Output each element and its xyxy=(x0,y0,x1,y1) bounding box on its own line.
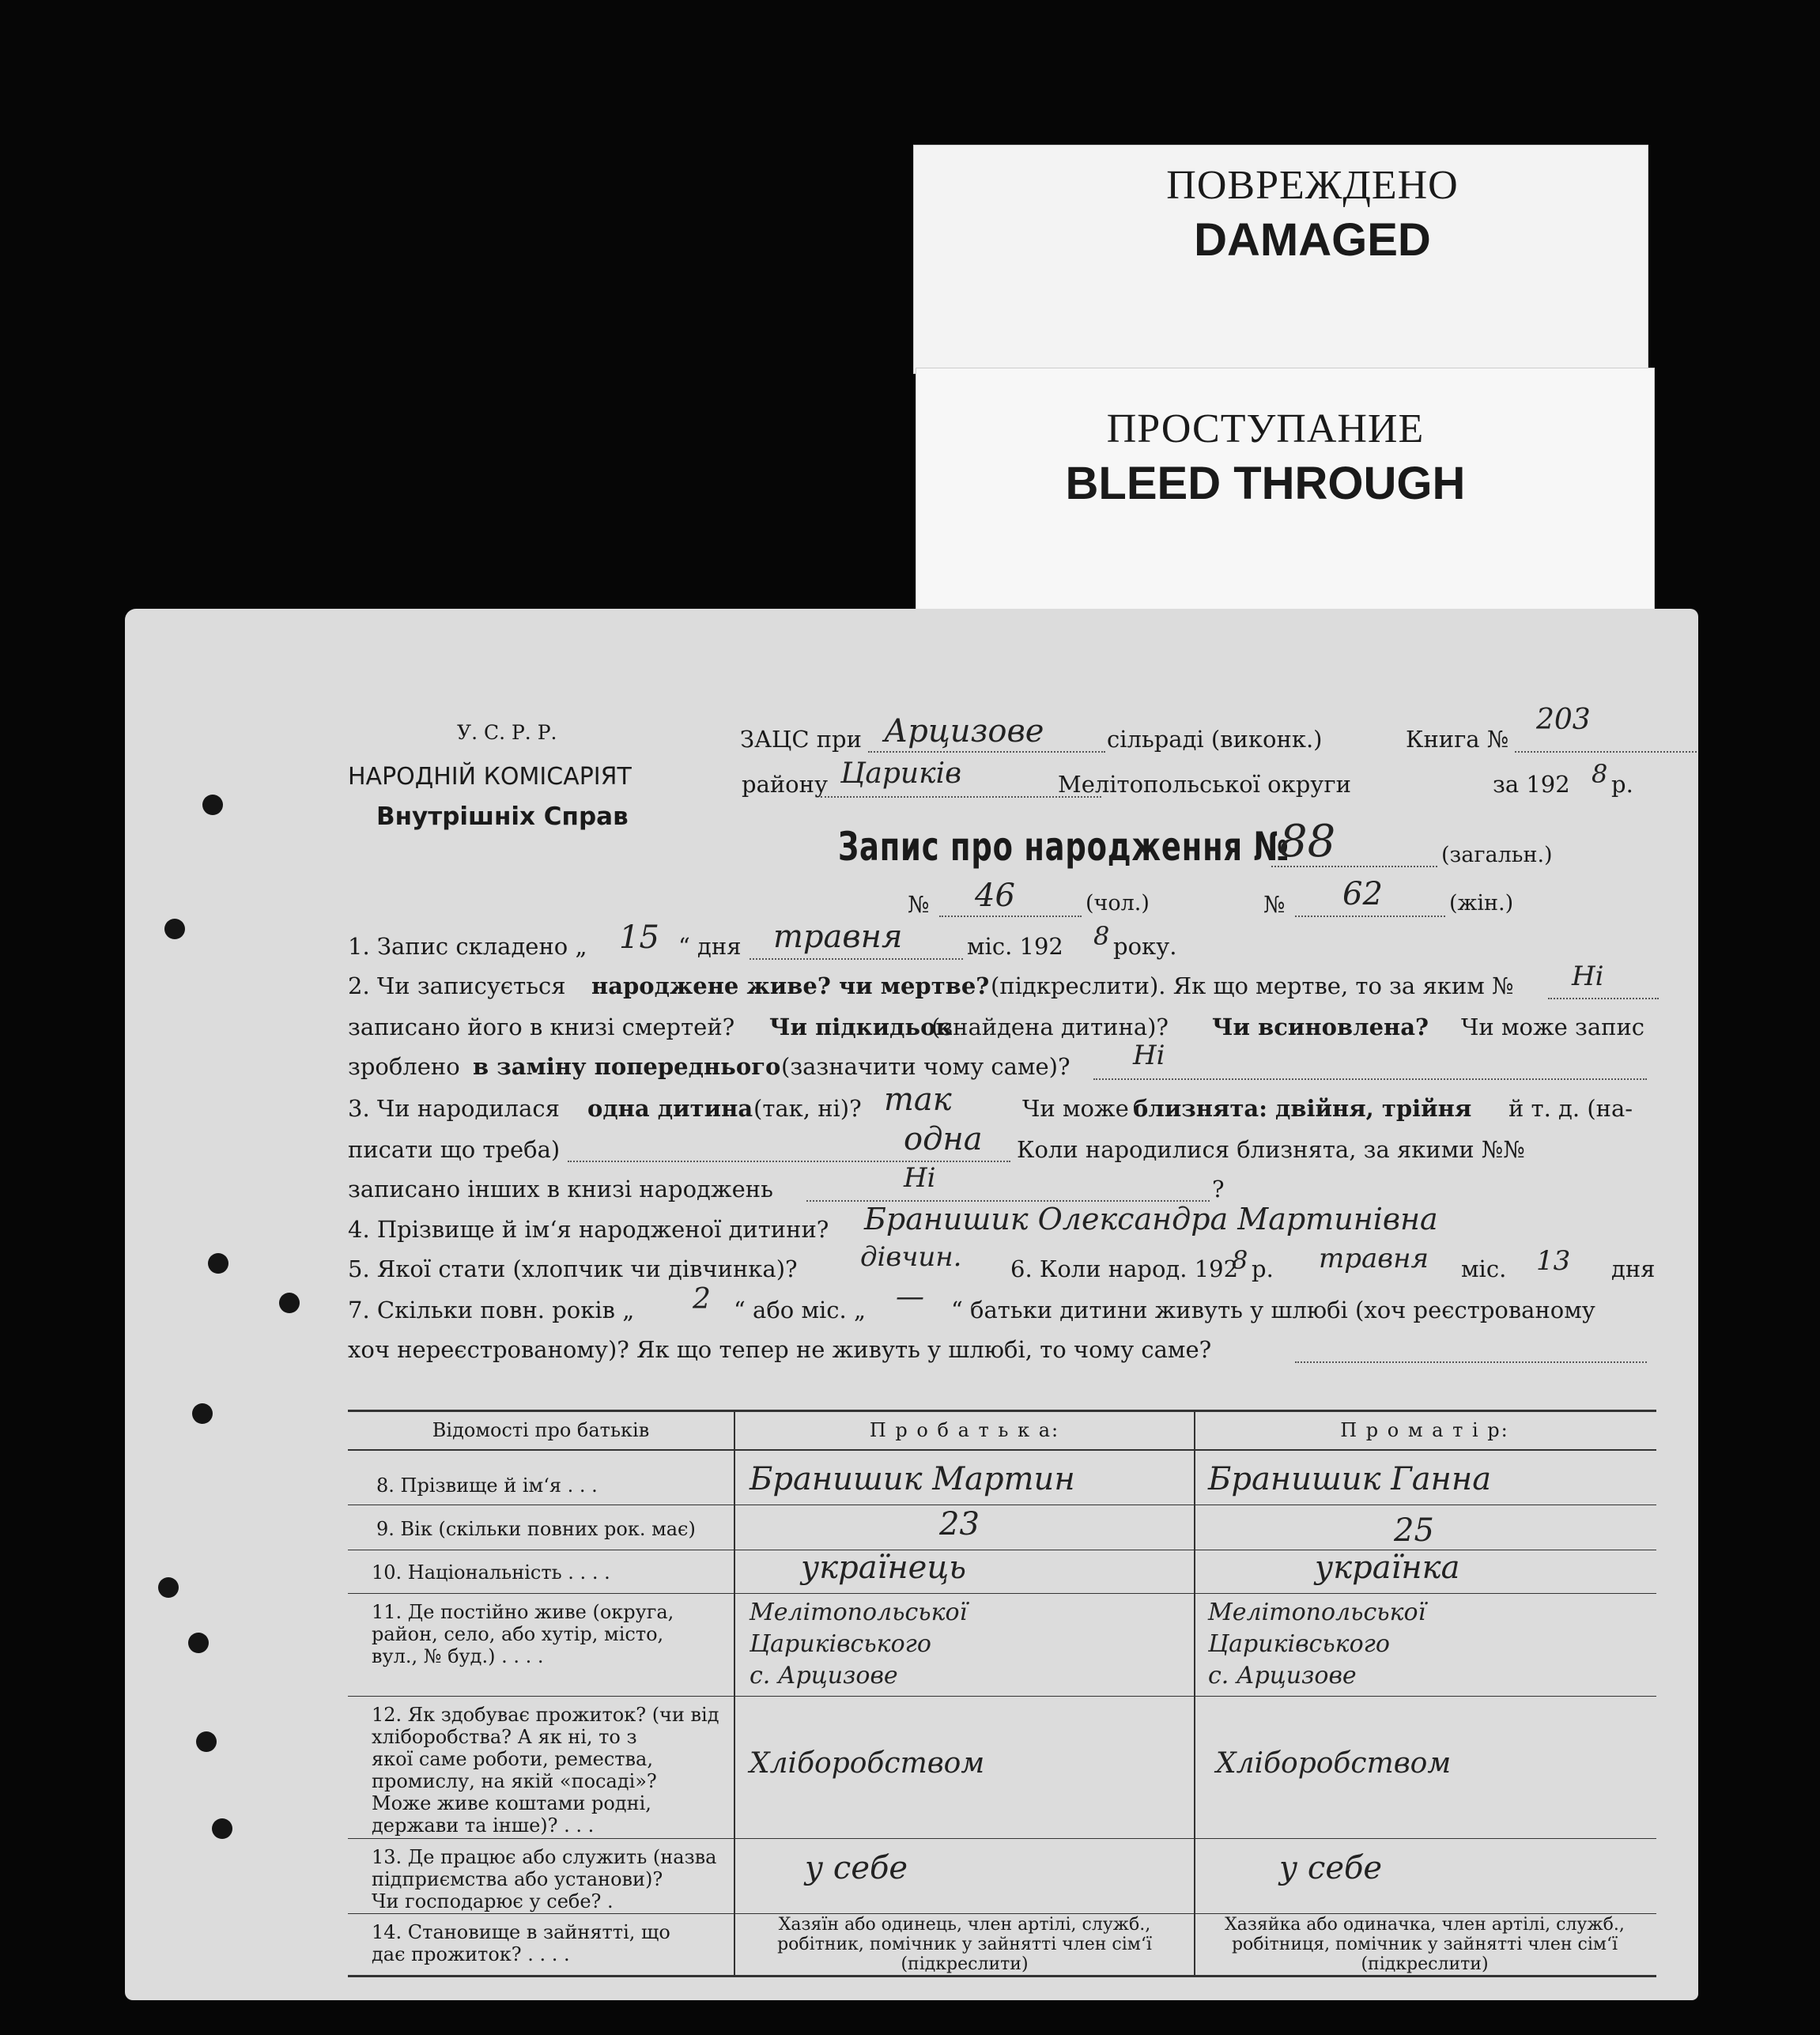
table-header-father: П р о б а т ь к а: xyxy=(869,1419,1060,1441)
q6-year-value: 8 xyxy=(1232,1245,1248,1275)
punch-hole xyxy=(279,1293,300,1313)
q3-label-j: ? xyxy=(1212,1176,1225,1202)
general-number-value: 88 xyxy=(1279,816,1336,867)
q2-label-i: зроблено xyxy=(348,1053,460,1080)
mother-surname-value: Бранишик Ганна xyxy=(1208,1461,1492,1497)
year-label: за 192 xyxy=(1493,771,1570,798)
q3-label-b: одна дитина xyxy=(587,1095,753,1122)
general-label: (загальн.) xyxy=(1441,843,1553,867)
row-label-livelihood: 12. Як здобуває прожиток? (чи від хліборобства? А як ні, то з якої саме роботи, ремества, промислу, на якій «посаді»? Може живе коштами родні, держави та інше)? . . . xyxy=(372,1704,719,1837)
q2-label-c: (підкреслити). Як що мертве, то за яким № xyxy=(991,972,1514,999)
row-label-age: 9. Вік (скільки повних рок. має) xyxy=(376,1518,696,1540)
q2-label-f: (знайдена дитина)? xyxy=(931,1014,1169,1040)
q6-year-suffix: р. xyxy=(1252,1255,1274,1282)
punch-hole xyxy=(196,1731,217,1752)
q6-month-value: травня xyxy=(1319,1243,1429,1274)
q3-twins-nums-value: Ні xyxy=(904,1162,936,1194)
father-status-options: Хазяїн або одинець, член артілі, служб., робітник, помічник у зайнятті член сім‘ї (підкреслити) xyxy=(777,1915,1152,1974)
q2-replacement-line xyxy=(1093,1078,1647,1080)
male-no-line xyxy=(939,916,1082,917)
q6-month-label: міс. xyxy=(1461,1255,1507,1282)
row-label-nationality: 10. Національність . . . . xyxy=(372,1561,610,1584)
female-label: (жін.) xyxy=(1449,891,1514,916)
q7-label-c: “ батьки дитини живуть у шлюбі (хоч реєстрованому xyxy=(951,1297,1595,1323)
q2-label-k: (зазначити чому саме)? xyxy=(781,1053,1070,1080)
punch-hole xyxy=(188,1633,209,1653)
punch-hole xyxy=(158,1577,179,1598)
district-value: Цариків xyxy=(840,757,962,790)
father-age-value: 23 xyxy=(939,1506,980,1542)
q2-label-d: записано його в книзі смертей? xyxy=(348,1014,735,1040)
q2-label-a: 2. Чи записується xyxy=(348,972,566,999)
q2-dead-value: Ні xyxy=(1572,961,1604,992)
q1-month-line xyxy=(750,958,963,960)
punch-hole xyxy=(164,919,185,939)
record-title: Запис про народження № xyxy=(838,824,1289,870)
q2-label-j: в заміну попереднього xyxy=(473,1053,781,1080)
year-suffix: р. xyxy=(1611,771,1633,798)
father-surname-value: Бранишик Мартин xyxy=(750,1461,1075,1497)
table-divider-1 xyxy=(734,1410,735,1975)
q2-label-b: народжене живе? чи мертве? xyxy=(591,972,990,999)
table-header-info: Відомості про батьків xyxy=(432,1419,650,1441)
q1-month-value: травня xyxy=(773,919,903,955)
punch-hole xyxy=(208,1253,228,1274)
birth-record-sheet xyxy=(125,609,1698,2000)
district-label: району xyxy=(742,771,829,798)
row-label-residence: 11. Де постійно живе (округа, район, село, або хутір, місто, вул., № буд.) . . . . xyxy=(372,1601,674,1667)
row-label-surname: 8. Прізвище й ім‘я . . . xyxy=(376,1474,598,1497)
village-council-label: сільраді (виконк.) xyxy=(1107,726,1323,753)
mother-status-options: Хазяйка або одиначка, член артілі, служб., робітниця, помічник у зайнятті член сім‘ї (підкреслити) xyxy=(1225,1915,1625,1974)
q2-replacement-value: Ні xyxy=(1133,1040,1165,1071)
row-border xyxy=(348,1838,1656,1839)
q2-label-g: Чи всиновлена? xyxy=(1212,1014,1429,1040)
father-residence-value: Мелітопольської Цариківського с. Арцизове xyxy=(750,1599,968,1690)
female-number-value: 62 xyxy=(1342,876,1383,912)
q1-label: 1. Запис складено „ xyxy=(348,933,587,960)
mother-nationality-value: українка xyxy=(1315,1550,1460,1586)
q1-year-label: року. xyxy=(1113,933,1177,960)
q3-label-i: записано інших в книзі народжень xyxy=(348,1176,773,1202)
commissariat-label: НАРОДНІЙ КОМІСАРІЯТ xyxy=(348,763,632,791)
q3-label-c: (так, ні)? xyxy=(753,1095,862,1122)
q7-years-value: 2 xyxy=(693,1283,711,1316)
mother-workplace-value: у себе xyxy=(1279,1850,1383,1886)
q1-month-label: міс. 192 xyxy=(967,933,1063,960)
bleed-label-en: BLEED THROUGH xyxy=(1065,458,1466,509)
table-divider-2 xyxy=(1194,1410,1195,1975)
bleed-label-ru: ПРОСТУПАНИЕ xyxy=(1106,406,1425,451)
punch-hole xyxy=(192,1403,213,1424)
q3-label-d: Чи може xyxy=(1022,1095,1129,1122)
damaged-label-en: DAMAGED xyxy=(1194,214,1431,266)
row-border xyxy=(348,1696,1656,1697)
internal-affairs-label: Внутрішніх Справ xyxy=(376,802,629,831)
okruga-label: Мелітопольської округи xyxy=(1058,771,1351,798)
q2-label-e: Чи підкидьок xyxy=(769,1014,953,1040)
q1-year-value: 8 xyxy=(1093,921,1110,951)
q7-label-d: хоч нереєстрованому)? Як що тепер не живуть у шлюбі, то чому саме? xyxy=(348,1336,1212,1363)
book-number-value: 203 xyxy=(1536,704,1591,736)
male-label: (чол.) xyxy=(1086,891,1150,916)
q4-label: 4. Прізвище й ім‘я народженої дитини? xyxy=(348,1216,829,1243)
q3-label-f: й т. д. (на- xyxy=(1508,1095,1633,1122)
row-label-workplace: 13. Де працює або служить (назва підприємства або установи)? Чи господарює у себе? . xyxy=(372,1846,717,1912)
mother-livelihood-value: Хліборобством xyxy=(1216,1747,1452,1780)
q7-reason-line xyxy=(1295,1361,1647,1363)
punch-hole xyxy=(212,1818,232,1839)
father-nationality-value: українець xyxy=(801,1550,967,1586)
q6-day-label: дня xyxy=(1611,1255,1656,1282)
q2-dead-line xyxy=(1548,998,1659,999)
book-line xyxy=(1515,751,1697,753)
year-digit-value: 8 xyxy=(1592,759,1608,789)
table-bottom-border xyxy=(348,1975,1656,1977)
damaged-label-ru: ПОВРЕЖДЕНО xyxy=(1166,163,1459,208)
q1-day-value: 15 xyxy=(619,919,659,956)
q3-label-e: близнята: двійня, трійня xyxy=(1133,1095,1472,1122)
row-label-status: 14. Становище в зайнятті, що дає прожиток? . . . . xyxy=(372,1921,670,1965)
q6-label: 6. Коли народ. 192 xyxy=(1010,1255,1239,1282)
row-border xyxy=(348,1913,1656,1914)
village-line xyxy=(868,751,1105,753)
father-workplace-value: у себе xyxy=(805,1850,908,1886)
bleed-note xyxy=(916,368,1655,617)
table-top-border xyxy=(348,1410,1656,1412)
book-label: Книга № xyxy=(1406,726,1509,753)
damaged-note xyxy=(913,145,1648,374)
q4-child-name-value: Бранишик Олександра Мартинівна xyxy=(864,1202,1438,1236)
q5-label: 5. Якої стати (хлопчик чи дівчинка)? xyxy=(348,1255,798,1282)
row-border xyxy=(348,1593,1656,1594)
q2-label-h: Чи може запис xyxy=(1461,1014,1645,1040)
father-livelihood-value: Хліборобством xyxy=(750,1747,985,1780)
female-no-line xyxy=(1295,916,1445,917)
mother-age-value: 25 xyxy=(1394,1512,1434,1549)
mother-residence-value: Мелітопольської Цариківського с. Арцизове xyxy=(1208,1599,1426,1690)
q3-label-h: Коли народилися близнята, за якими №№ xyxy=(1017,1136,1525,1163)
q1-day-label: “ дня xyxy=(678,933,742,960)
table-header-mother: П р о м а т і р: xyxy=(1340,1419,1509,1441)
zags-label: ЗАЦС при xyxy=(740,726,862,753)
male-no-label: № xyxy=(908,891,930,918)
male-number-value: 46 xyxy=(975,878,1015,914)
q3-twins-line xyxy=(568,1161,1010,1162)
general-line xyxy=(1271,866,1437,867)
village-value: Арцизове xyxy=(884,713,1044,749)
q3-label-g: писати що треба) xyxy=(348,1136,561,1163)
q7-months-value: — xyxy=(896,1281,924,1313)
ussr-label: У. С. Р. Р. xyxy=(457,721,557,744)
table-header-border xyxy=(348,1449,1656,1451)
q7-label-a: 7. Скільки повн. років „ xyxy=(348,1297,635,1323)
q3-twins-value: одна xyxy=(904,1121,983,1157)
q3-label-a: 3. Чи народилася xyxy=(348,1095,560,1122)
punch-hole xyxy=(202,795,223,815)
female-no-label: № xyxy=(1263,891,1286,918)
q7-label-b: “ або міс. „ xyxy=(734,1297,867,1323)
q5-sex-value: дівчин. xyxy=(860,1241,962,1273)
q3-single-value: так xyxy=(884,1082,952,1118)
q6-day-value: 13 xyxy=(1536,1245,1571,1277)
